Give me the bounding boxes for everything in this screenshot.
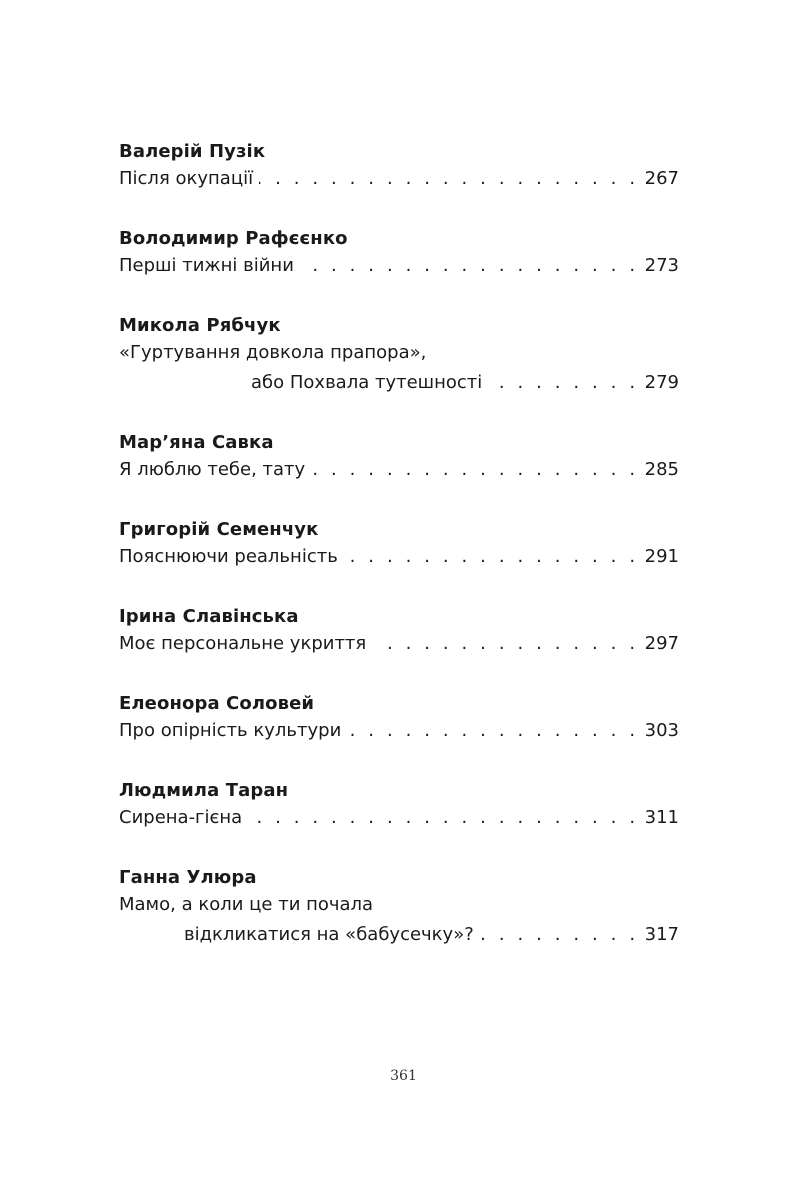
entry-page-number: 297 [644,633,679,654]
toc-entry[interactable] [119,227,679,281]
dot-leader [344,544,639,562]
entry-title-line [119,164,679,194]
toc-entry[interactable] [119,779,679,833]
entry-author: Ганна Улюра [119,867,257,888]
entry-author: Микола Рябчук [119,315,281,336]
entry-author: Володимир Рафєєнко [119,228,348,249]
entry-title: Після окупації [119,168,254,189]
entry-title: Пояснюючи реальність [119,546,338,567]
entry-title: Перші тижні війни [119,255,294,276]
entry-title: Я люблю тебе, тату [119,459,306,480]
toc-entry[interactable] [119,692,679,746]
entry-page-number: 279 [644,372,679,393]
dot-leader [259,166,639,184]
entry-title-line [119,716,679,746]
toc-entry[interactable] [119,518,679,572]
entry-page-number: 317 [644,924,679,945]
entry-title: Про опірність культури [119,720,342,741]
entry-author: Григорій Семенчук [119,519,319,540]
entry-author: Мар’яна Савка [119,432,274,453]
toc-entry[interactable] [119,140,679,194]
toc-entry[interactable] [119,866,679,950]
entry-author: Людмила Таран [119,780,289,801]
entry-title-line [119,455,679,485]
entry-title: або Похвала тутешності [251,372,483,393]
entry-page-number: 303 [644,720,679,741]
entry-title-line [119,629,679,659]
entry-title-line [119,368,679,398]
dot-leader [347,718,638,736]
entry-title-first: «Гуртування довкола прапора», [119,342,427,363]
table-of-contents [119,140,679,983]
dot-leader [372,631,638,649]
entry-page-number: 267 [644,168,679,189]
entry-page-number: 291 [644,546,679,567]
entry-page-number: 285 [644,459,679,480]
entry-title-first: Мамо, а коли це ти почала [119,894,374,915]
dot-leader [248,805,638,823]
entry-title: відкликатися на «бабусечку»? [184,924,474,945]
entry-title-line [119,542,679,572]
toc-entry[interactable] [119,314,679,398]
toc-entry[interactable] [119,605,679,659]
dot-leader [300,253,639,271]
entry-title-line-first [119,890,679,920]
page-number: 361 [390,1068,417,1084]
dot-leader [480,922,639,940]
dot-leader [488,370,638,388]
entry-title: Сирена-гієна [119,807,243,828]
entry-page-number: 311 [644,807,679,828]
entry-title-line [119,803,679,833]
entry-author: Елеонора Соловей [119,693,315,714]
dot-leader [311,457,638,475]
entry-title-line [119,920,679,950]
entry-title: Моє персональне укриття [119,633,367,654]
entry-author: Валерій Пузік [119,141,266,162]
entry-author: Ірина Славінська [119,606,299,627]
entry-page-number: 273 [644,255,679,276]
toc-entry[interactable] [119,431,679,485]
entry-title-line [119,251,679,281]
entry-title-line-first [119,338,679,368]
